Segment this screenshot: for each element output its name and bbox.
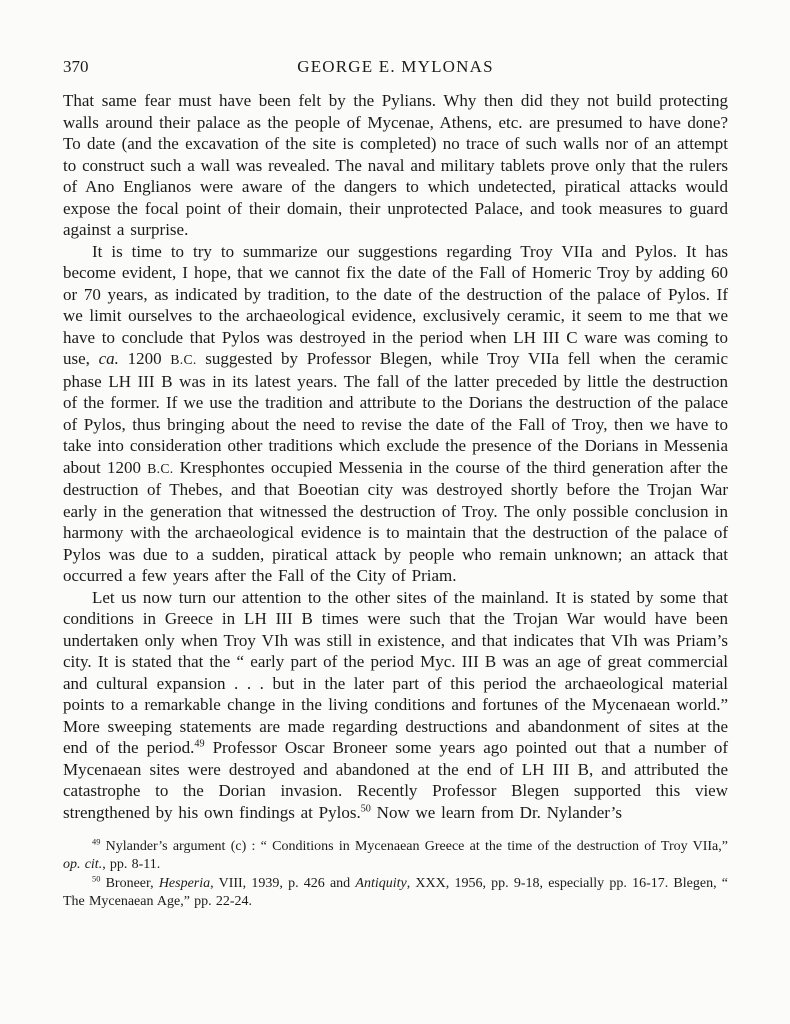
page-header [63,56,728,78]
footnote-50: $^{50}$ Broneer, Hesperia, VIII, 1939, p. 426 and Antiquity, XXX, 1956, pp. 9-18, especially pp. 16-17. Blegen, “ The Mycenaean Age,” pp. 22-24. [63,874,728,910]
paragraph-3: Let us now turn our attention to the other sites of the mainland. It is stated by some that conditions in Greece in LH III B times were such that the Trojan War would have been undertaken only when Troy VIh was still in existence, and that indicates that VIh was Priam’s city. It is stated that the “ early part of the period Myc. III B was an age of great commercial and cultural expansion . . . but in the later part of this period the archaeological material points to a remarkable change in the living conditions and fortunes of the Mycenaean world.” More sweeping statements are made regarding destructions and abandonment of sites at the end of the period.$^{49}$ Professor Oscar Broneer some years ago pointed out that a number of Mycenaean sites were destroyed and abandoned at the end of LH III B, and attributed the catastrophe to the Dorian invasion. Recently Professor Blegen supported this view strengthened by his own findings at Pylos.$^{50}$ Now we learn from Dr. Nylander’s [63,587,728,822]
page-number: 370 [63,57,89,76]
footnotes-section [63,838,728,912]
article-body [63,90,728,823]
paragraph-2: It is time to try to summarize our suggestions regarding Troy VIIa and Pylos. It has become evident, I hope, that we cannot fix the date of the Fall of Homeric Troy by adding 60 or 70 years, as indicated by tradition, to the date of the destruction of the palace of Pylos. If we limit ourselves to the archaeological evidence, exclusively ceramic, it seem to me that we have to conclude that Pylos was destroyed in the period when LH III C ware was coming to use, ca. 1200 B.C. suggested by Professor Blegen, while Troy VIIa fell when the ceramic phase LH III B was in its latest years. The fall of the latter preceded by little the destruction of the former. If we use the tradition and attribute to the Dorians the destruction of the palace of Pylos, thus bringing about the need to revise the date of the Fall of Troy, then we have to take into consideration other traditions which exclude the presence of the Dorians in Messenia about 1200 B.C. Kresphontes occupied Messenia in the course of the third generation after the destruction of Thebes, and that Boeotian city was destroyed shortly before the Trojan War early in the generation that witnessed the destruction of Troy. The only possible conclusion in harmony with the archaeological evidence is to maintain that the destruction of the palace of Pylos was due to a sudden, piratical attack by people who remain unknown; an attack that occurred a few years after the Fall of the City of Priam. [63,241,728,585]
footnote-49: $^{49}$ Nylander’s argument (c) : “ Conditions in Mycenaean Greece at the time of the destruction of Troy VIIa,” op. cit., pp. 8-11. [63,837,728,873]
running-header-title: GEORGE E. MYLONAS [297,57,494,76]
paragraph-1: That same fear must have been felt by the Pylians. Why then did they not build protecting walls around their palace as the people of Mycenae, Athens, etc. are presumed to have done? To date (and the excavation of the site is completed) no trace of such walls nor of an attempt to construct such a wall was revealed. The naval and military tablets prove only that the rulers of Ano Englianos were aware of the dangers to which undetected, piratical attacks would expose the focal point of their domain, their unprotected Palace, and took measures to guard against a surprise. [63,91,728,239]
